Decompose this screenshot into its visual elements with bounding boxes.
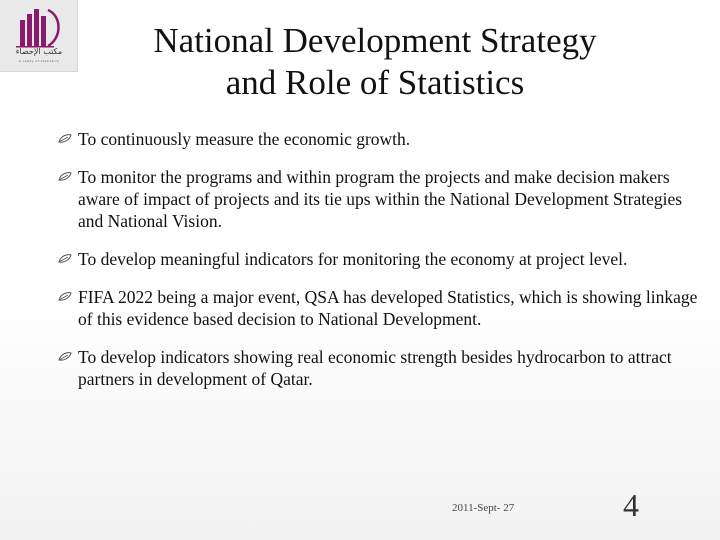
logo-tagline: A ready of statistics [18, 59, 60, 63]
logo-arabic-text: مكتب الإحصاء [15, 47, 63, 56]
leaf-bullet-icon [58, 172, 72, 182]
leaf-bullet-icon [58, 254, 72, 264]
leaf-bullet-icon [58, 134, 72, 144]
page-number: 4 [623, 487, 639, 523]
leaf-bullet-icon [58, 292, 72, 302]
bullet-text: FIFA 2022 being a major event, QSA has developed Statistics, which is showing linkage of this evidence based decision to National Development. [78, 287, 698, 329]
title-line-2: and Role of Statistics [225, 63, 525, 102]
bullet-item [58, 166, 698, 232]
bullet-text: To monitor the programs and within program the projects and make decision makers aware of impact of projects and its tie ups within the National Development Strategies and National Vision. [78, 167, 683, 231]
bullet-text: To develop meaningful indicators for monitoring the economy at project level. [78, 249, 628, 269]
bullet-text: To continuously measure the economic growth. [78, 129, 411, 149]
bullet-text: To develop indicators showing real economic strength besides hydrocarbon to attract partners in development of Qatar. [78, 347, 672, 389]
bullet-item [58, 346, 698, 390]
footer-date: 2011-Sept- 27 [452, 502, 515, 514]
bar-chart-logo-icon [14, 6, 64, 48]
leaf-bullet-icon [58, 352, 72, 362]
bullet-item [58, 128, 698, 150]
bullet-item [58, 286, 698, 330]
title-line-1: National Development Strategy [153, 21, 597, 60]
bullet-item [58, 248, 698, 270]
bullet-list [58, 128, 698, 406]
organization-logo [0, 0, 78, 72]
slide-title [90, 20, 660, 104]
